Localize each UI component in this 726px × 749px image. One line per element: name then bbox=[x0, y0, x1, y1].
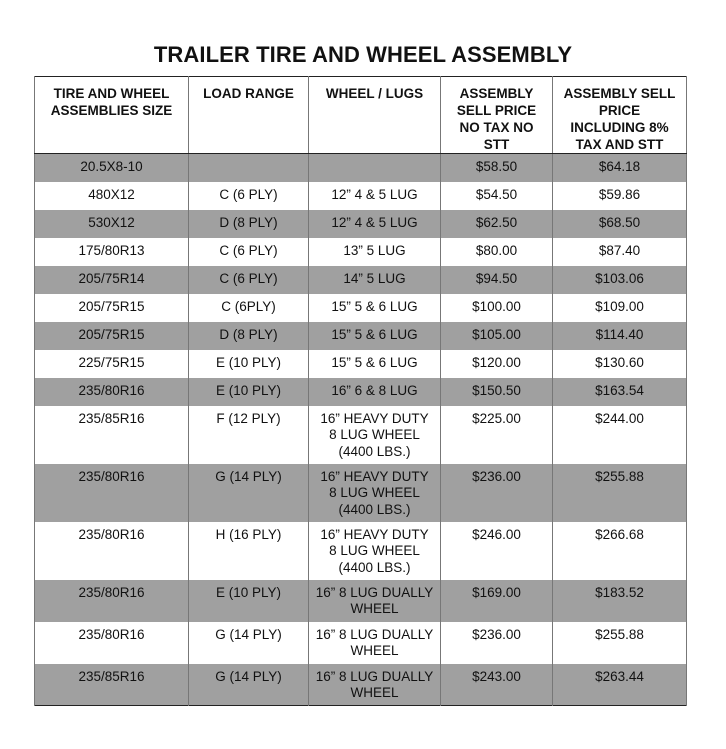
cell-size: 235/80R16 bbox=[35, 580, 189, 622]
table-row bbox=[35, 266, 687, 294]
cell-size: 225/75R15 bbox=[35, 350, 189, 378]
cell-load-range: H (16 PLY) bbox=[189, 522, 309, 580]
page-title: TRAILER TIRE AND WHEEL ASSEMBLY bbox=[153, 42, 573, 67]
tire-wheel-table bbox=[34, 76, 687, 706]
cell-load-range: C (6 PLY) bbox=[189, 238, 309, 266]
cell-price-no-tax: $246.00 bbox=[441, 522, 553, 580]
cell-price-no-tax: $120.00 bbox=[441, 350, 553, 378]
cell-size: 175/80R13 bbox=[35, 238, 189, 266]
cell-price-no-tax: $236.00 bbox=[441, 464, 553, 522]
cell-price-no-tax: $150.50 bbox=[441, 378, 553, 406]
cell-load-range: F (12 PLY) bbox=[189, 406, 309, 464]
cell-price-with-tax: $130.60 bbox=[553, 350, 687, 378]
cell-load-range: C (6 PLY) bbox=[189, 266, 309, 294]
cell-wheel-lugs: 15” 5 & 6 LUG bbox=[309, 322, 441, 350]
header-price-with-tax: ASSEMBLY SELL PRICE INCLUDING 8% TAX AND STT bbox=[553, 77, 687, 154]
cell-price-with-tax: $163.54 bbox=[553, 378, 687, 406]
cell-load-range: G (14 PLY) bbox=[189, 622, 309, 664]
cell-wheel-lugs: 13” 5 LUG bbox=[309, 238, 441, 266]
header-load-range: LOAD RANGE bbox=[189, 77, 309, 154]
cell-load-range bbox=[189, 154, 309, 182]
table-row bbox=[35, 154, 687, 182]
cell-wheel-lugs: 16” HEAVY DUTY 8 LUG WHEEL (4400 LBS.) bbox=[309, 522, 441, 580]
table-row bbox=[35, 522, 687, 580]
cell-wheel-lugs: 16” HEAVY DUTY 8 LUG WHEEL (4400 LBS.) bbox=[309, 406, 441, 464]
cell-size: 235/80R16 bbox=[35, 464, 189, 522]
header-wheel-lugs: WHEEL / LUGS bbox=[309, 77, 441, 154]
cell-price-with-tax: $103.06 bbox=[553, 266, 687, 294]
cell-size: 235/80R16 bbox=[35, 522, 189, 580]
cell-wheel-lugs: 16” 8 LUG DUALLY WHEEL bbox=[309, 622, 441, 664]
cell-price-no-tax: $236.00 bbox=[441, 622, 553, 664]
cell-wheel-lugs: 16” HEAVY DUTY 8 LUG WHEEL (4400 LBS.) bbox=[309, 464, 441, 522]
table-row bbox=[35, 580, 687, 622]
cell-price-with-tax: $255.88 bbox=[553, 622, 687, 664]
cell-price-no-tax: $169.00 bbox=[441, 580, 553, 622]
table-row bbox=[35, 182, 687, 210]
table-row bbox=[35, 622, 687, 664]
cell-load-range: E (10 PLY) bbox=[189, 350, 309, 378]
cell-size: 205/75R15 bbox=[35, 322, 189, 350]
cell-load-range: C (6 PLY) bbox=[189, 182, 309, 210]
header-price-no-tax: ASSEMBLY SELL PRICE NO TAX NO STT bbox=[441, 77, 553, 154]
cell-price-with-tax: $266.68 bbox=[553, 522, 687, 580]
cell-size: 235/80R16 bbox=[35, 622, 189, 664]
cell-price-with-tax: $114.40 bbox=[553, 322, 687, 350]
cell-wheel-lugs: 12” 4 & 5 LUG bbox=[309, 210, 441, 238]
cell-wheel-lugs: 12” 4 & 5 LUG bbox=[309, 182, 441, 210]
cell-price-no-tax: $105.00 bbox=[441, 322, 553, 350]
cell-price-with-tax: $109.00 bbox=[553, 294, 687, 322]
cell-price-no-tax: $243.00 bbox=[441, 664, 553, 706]
cell-price-no-tax: $100.00 bbox=[441, 294, 553, 322]
cell-price-no-tax: $58.50 bbox=[441, 154, 553, 182]
cell-wheel-lugs: 15” 5 & 6 LUG bbox=[309, 350, 441, 378]
cell-price-no-tax: $94.50 bbox=[441, 266, 553, 294]
table-row bbox=[35, 464, 687, 522]
header-size: TIRE AND WHEEL ASSEMBLIES SIZE bbox=[35, 77, 189, 154]
cell-price-with-tax: $87.40 bbox=[553, 238, 687, 266]
cell-size: 205/75R15 bbox=[35, 294, 189, 322]
cell-size: 235/85R16 bbox=[35, 664, 189, 706]
cell-price-with-tax: $183.52 bbox=[553, 580, 687, 622]
table-row bbox=[35, 350, 687, 378]
cell-wheel-lugs: 15” 5 & 6 LUG bbox=[309, 294, 441, 322]
cell-price-with-tax: $255.88 bbox=[553, 464, 687, 522]
table-row bbox=[35, 294, 687, 322]
cell-wheel-lugs: 16” 8 LUG DUALLY WHEEL bbox=[309, 580, 441, 622]
cell-price-with-tax: $59.86 bbox=[553, 182, 687, 210]
cell-price-with-tax: $263.44 bbox=[553, 664, 687, 706]
cell-load-range: D (8 PLY) bbox=[189, 210, 309, 238]
table-row bbox=[35, 664, 687, 706]
cell-load-range: C (6PLY) bbox=[189, 294, 309, 322]
table-row bbox=[35, 210, 687, 238]
cell-size: 530X12 bbox=[35, 210, 189, 238]
table-row bbox=[35, 322, 687, 350]
cell-load-range: E (10 PLY) bbox=[189, 580, 309, 622]
cell-size: 20.5X8-10 bbox=[35, 154, 189, 182]
cell-wheel-lugs: 14” 5 LUG bbox=[309, 266, 441, 294]
cell-wheel-lugs: 16” 6 & 8 LUG bbox=[309, 378, 441, 406]
cell-load-range: G (14 PLY) bbox=[189, 664, 309, 706]
cell-size: 235/80R16 bbox=[35, 378, 189, 406]
table-row bbox=[35, 378, 687, 406]
cell-load-range: G (14 PLY) bbox=[189, 464, 309, 522]
cell-price-with-tax: $244.00 bbox=[553, 406, 687, 464]
cell-price-no-tax: $225.00 bbox=[441, 406, 553, 464]
cell-wheel-lugs bbox=[309, 154, 441, 182]
cell-price-no-tax: $62.50 bbox=[441, 210, 553, 238]
cell-price-no-tax: $80.00 bbox=[441, 238, 553, 266]
table-row bbox=[35, 406, 687, 464]
cell-size: 235/85R16 bbox=[35, 406, 189, 464]
cell-load-range: E (10 PLY) bbox=[189, 378, 309, 406]
cell-load-range: D (8 PLY) bbox=[189, 322, 309, 350]
cell-size: 205/75R14 bbox=[35, 266, 189, 294]
cell-wheel-lugs: 16” 8 LUG DUALLY WHEEL bbox=[309, 664, 441, 706]
table-body bbox=[35, 154, 687, 706]
cell-price-no-tax: $54.50 bbox=[441, 182, 553, 210]
cell-price-with-tax: $68.50 bbox=[553, 210, 687, 238]
table-header-row bbox=[35, 77, 687, 154]
table-row bbox=[35, 238, 687, 266]
cell-price-with-tax: $64.18 bbox=[553, 154, 687, 182]
cell-size: 480X12 bbox=[35, 182, 189, 210]
